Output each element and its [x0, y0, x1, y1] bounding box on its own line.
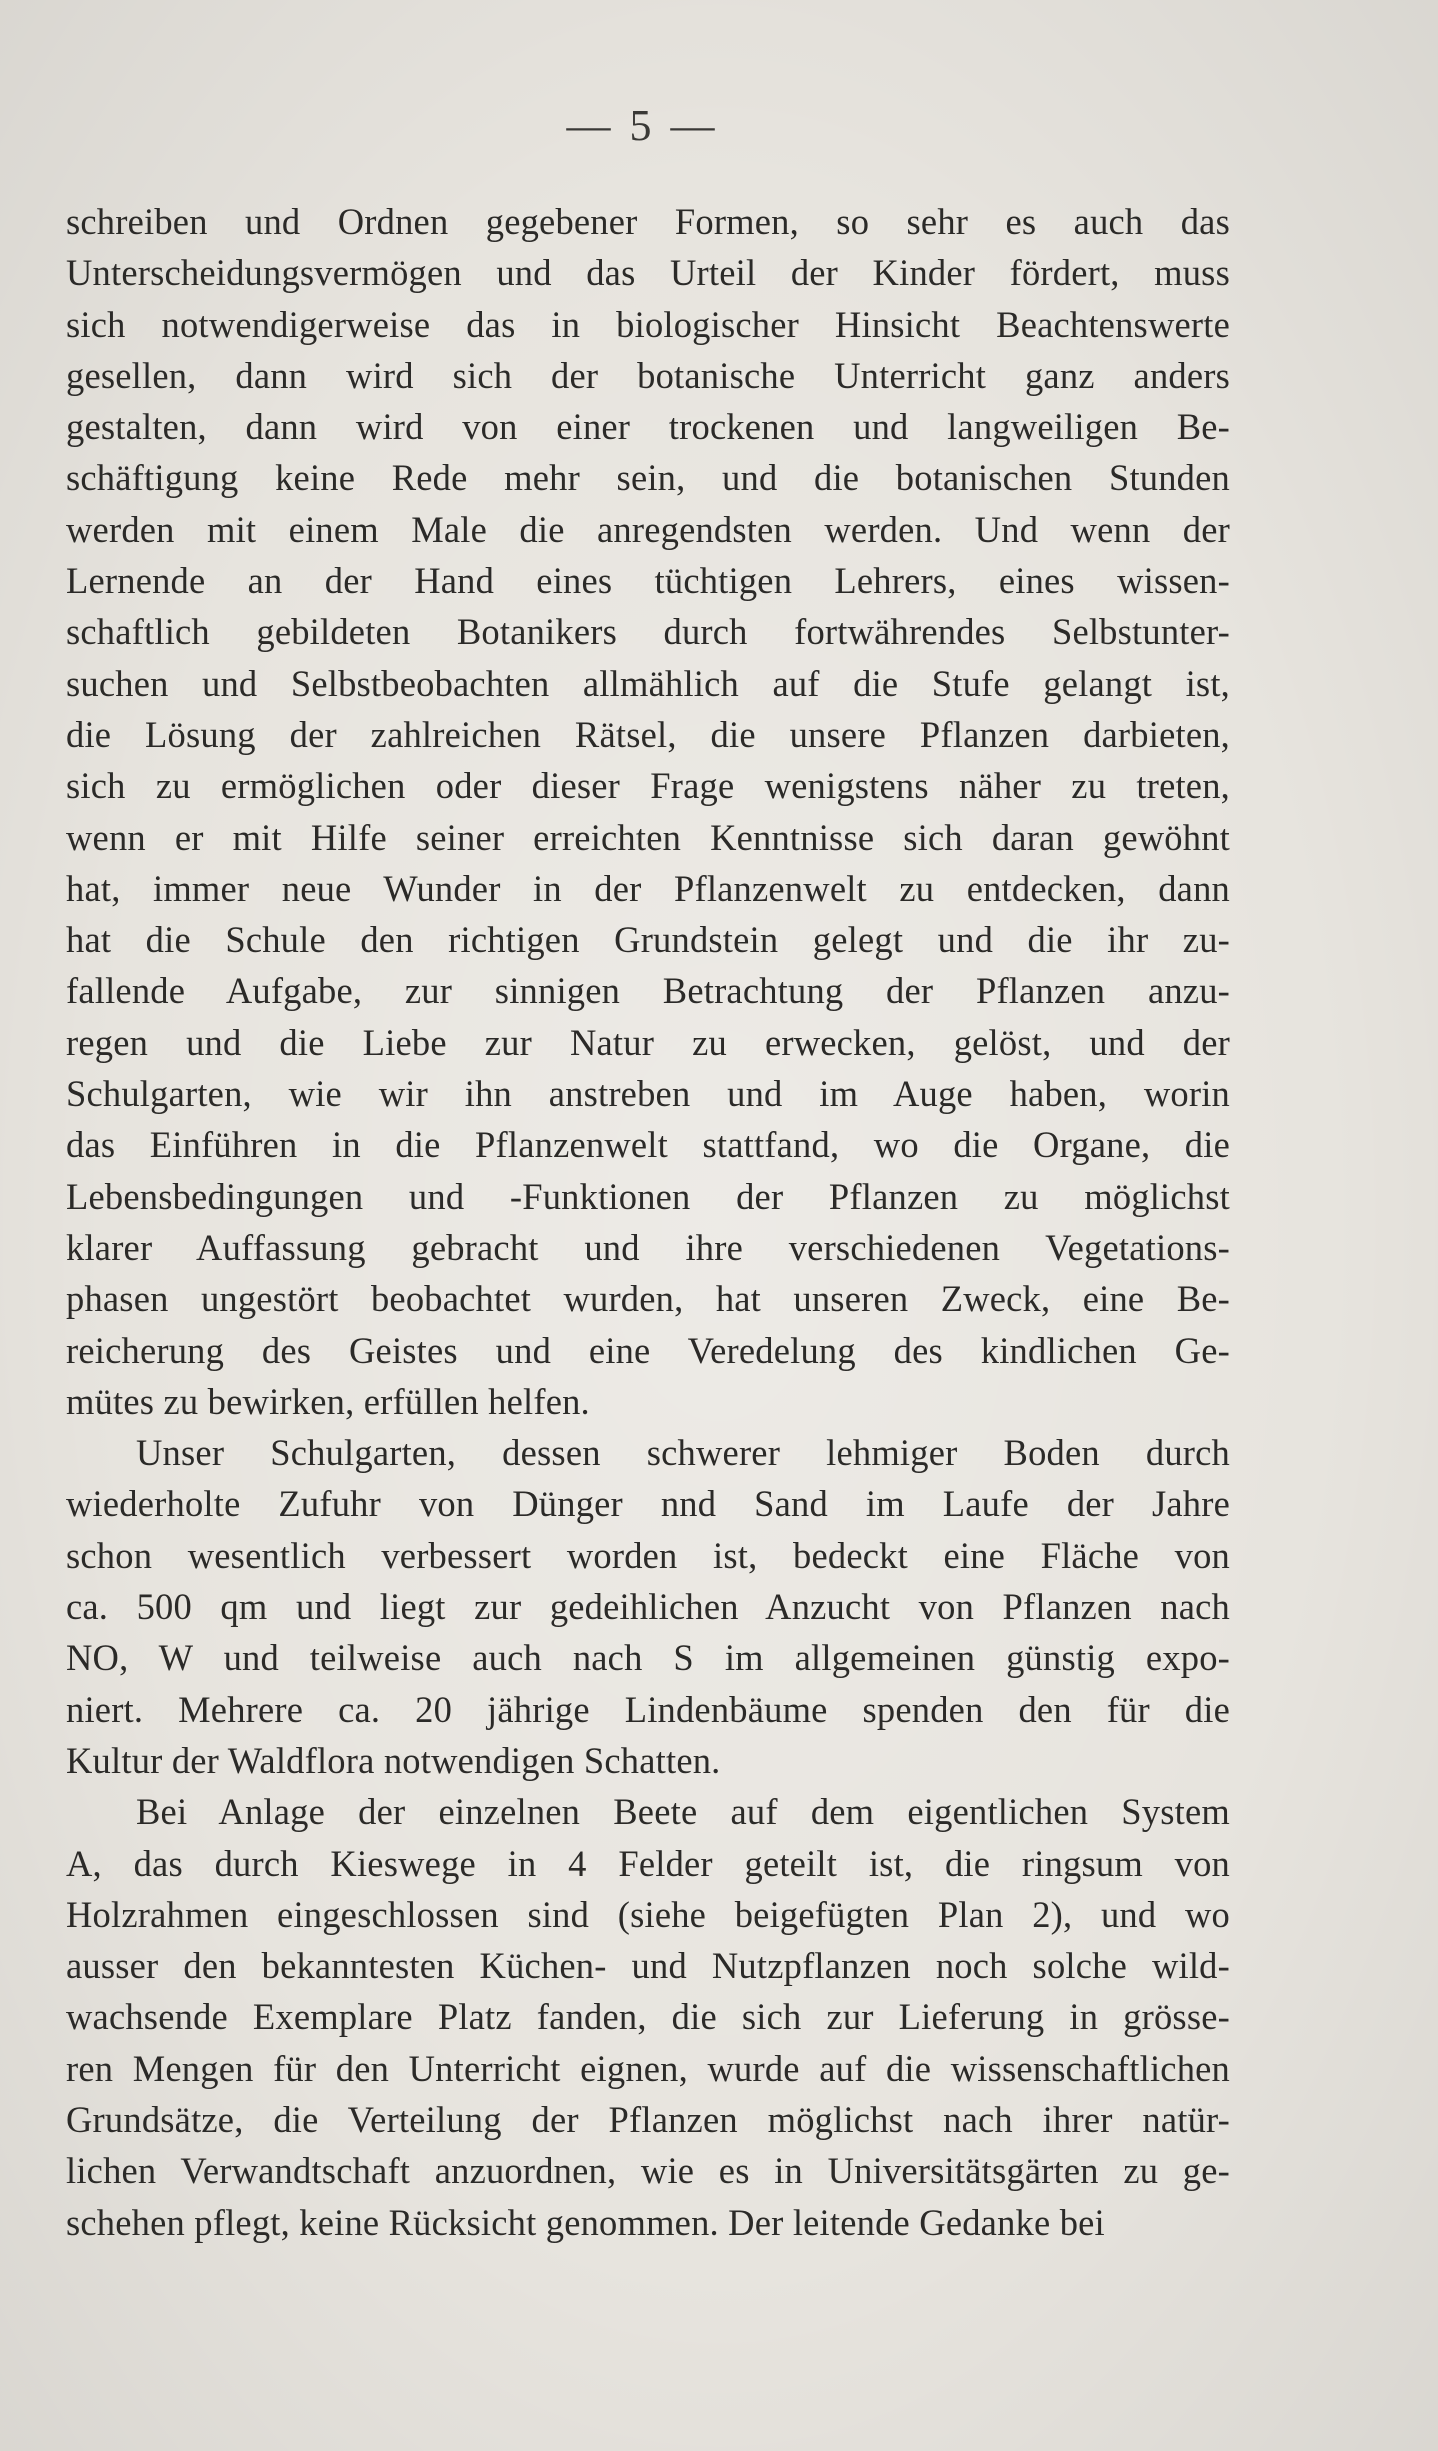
text-line: werden mit einem Male die anregendsten werden. Und wenn der — [66, 508, 1230, 550]
text-line: regen und die Liebe zur Natur zu erwecken, gelöst, und der — [66, 1021, 1230, 1063]
text-line: Lernende an der Hand eines tüchtigen Lehrers, eines wissen- — [66, 560, 1230, 602]
text-line: niert. Mehrere ca. 20 jährige Lindenbäume spenden den für die — [66, 1688, 1230, 1730]
text-line: fallende Aufgabe, zur sinnigen Betrachtung der Pflanzen anzu- — [66, 970, 1230, 1012]
text-line: lichen Verwandtschaft anzuordnen, wie es in Universitätsgärten zu ge- — [66, 2150, 1230, 2192]
text-line: sich zu ermöglichen oder dieser Frage wenigstens näher zu treten, — [66, 765, 1230, 807]
text-line: Kultur der Waldflora notwendigen Schatten. — [66, 1739, 721, 1781]
text-line: das Einführen in die Pflanzenwelt stattfand, wo die Organe, die — [66, 1124, 1230, 1166]
text-line: schaftlich gebildeten Botanikers durch fortwährendes Selbstunter- — [66, 611, 1230, 653]
text-line: schon wesentlich verbessert worden ist, bedeckt eine Fläche von — [66, 1534, 1230, 1576]
paragraph — [66, 196, 1230, 1427]
text-line: Schulgarten, wie wir ihn anstreben und im Auge haben, worin — [66, 1073, 1230, 1115]
text-line: sich notwendigerweise das in biologischer Hinsicht Beachtenswerte — [66, 303, 1230, 345]
text-line: ausser den bekanntesten Küchen- und Nutzpflanzen noch solche wild- — [66, 1945, 1230, 1987]
paragraph — [66, 1427, 1230, 1786]
text-line: schäftigung keine Rede mehr sein, und die botanischen Stunden — [66, 457, 1230, 499]
body-text — [66, 196, 1230, 2248]
text-line: gestalten, dann wird von einer trockenen und langweiligen Be- — [66, 406, 1230, 448]
page-number: — 5 — — [566, 101, 719, 150]
text-line: wachsende Exemplare Platz fanden, die sich zur Lieferung in grösse- — [66, 1996, 1230, 2038]
text-line: mütes zu bewirken, erfüllen helfen. — [66, 1380, 590, 1422]
text-line: reicherung des Geistes und eine Veredelung des kindlichen Ge- — [66, 1329, 1230, 1371]
text-line: Grundsätze, die Verteilung der Pflanzen möglichst nach ihrer natür- — [66, 2098, 1230, 2140]
text-line: ca. 500 qm und liegt zur gedeihlichen Anzucht von Pflanzen nach — [66, 1586, 1230, 1628]
text-line: phasen ungestört beobachtet wurden, hat unseren Zweck, eine Be- — [66, 1278, 1230, 1320]
text-line: Holzrahmen eingeschlossen sind (siehe beigefügten Plan 2), und wo — [66, 1893, 1230, 1935]
text-line: wiederholte Zufuhr von Dünger nnd Sand im Laufe der Jahre — [66, 1483, 1230, 1525]
text-line: Lebensbedingungen und -Funktionen der Pflanzen zu möglichst — [66, 1175, 1230, 1217]
text-line: gesellen, dann wird sich der botanische Unterricht ganz anders — [66, 354, 1230, 396]
text-line: A, das durch Kieswege in 4 Felder geteilt ist, die ringsum von — [66, 1842, 1230, 1884]
text-line: ren Mengen für den Unterricht eignen, wurde auf die wissenschaftlichen — [66, 2047, 1230, 2089]
text-line: die Lösung der zahlreichen Rätsel, die unsere Pflanzen darbieten, — [66, 713, 1230, 755]
text-line: Unser Schulgarten, dessen schwerer lehmiger Boden durch — [136, 1432, 1230, 1474]
text-line: Unterscheidungsvermögen und das Urteil der Kinder fördert, muss — [66, 252, 1230, 294]
text-line: hat, immer neue Wunder in der Pflanzenwelt zu entdecken, dann — [66, 867, 1230, 909]
text-line: NO, W und teilweise auch nach S im allgemeinen günstig expo- — [66, 1637, 1230, 1679]
text-line: suchen und Selbstbeobachten allmählich auf die Stufe gelangt ist, — [66, 662, 1230, 704]
text-line: Bei Anlage der einzelnen Beete auf dem eigentlichen System — [136, 1791, 1230, 1833]
text-line: hat die Schule den richtigen Grundstein gelegt und die ihr zu- — [66, 919, 1230, 961]
text-line: wenn er mit Hilfe seiner erreichten Kenntnisse sich daran gewöhnt — [66, 816, 1230, 858]
text-line: schreiben und Ordnen gegebener Formen, so sehr es auch das — [66, 201, 1230, 242]
text-line: schehen pflegt, keine Rücksicht genommen. Der leitende Gedanke bei — [66, 2201, 1105, 2243]
paragraph — [66, 1786, 1230, 2248]
text-line: klarer Auffassung gebracht und ihre verschiedenen Vegetations- — [66, 1226, 1230, 1268]
